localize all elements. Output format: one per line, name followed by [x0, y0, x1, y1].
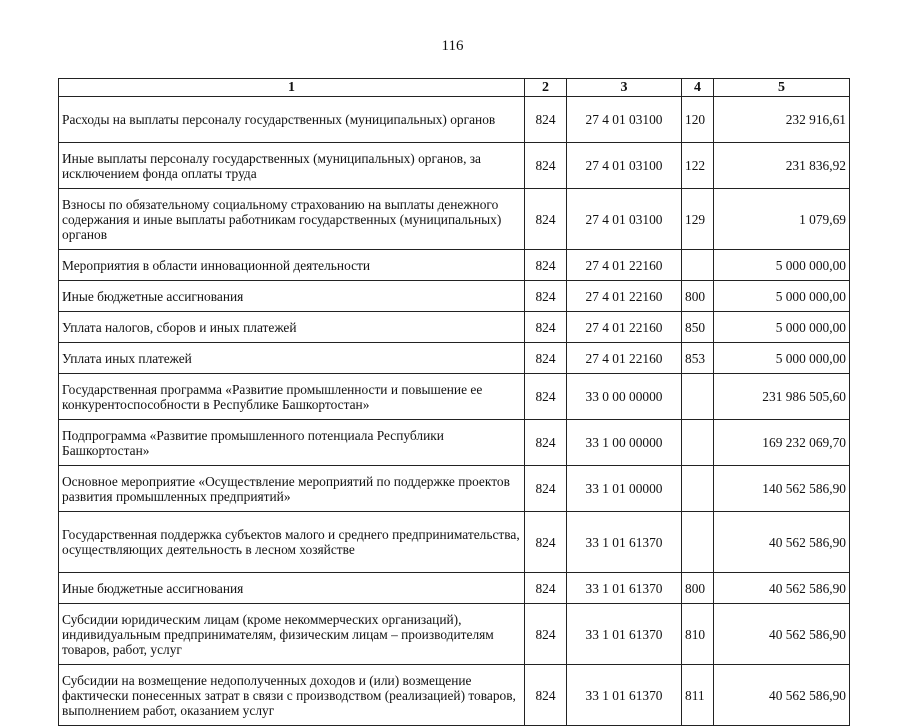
row-name-cell: Подпрограмма «Развитие промышленного потенциала Республики Башкортостан» — [59, 420, 525, 466]
row-vr-cell: 800 — [682, 573, 714, 604]
row-ved-cell: 824 — [525, 250, 567, 281]
table-row — [59, 189, 850, 250]
row-vr-cell — [682, 512, 714, 573]
row-sum-cell: 5 000 000,00 — [714, 250, 850, 281]
table-row — [59, 466, 850, 512]
page-number: 116 — [441, 38, 464, 54]
row-sum-cell: 5 000 000,00 — [714, 281, 850, 312]
table-row — [59, 512, 850, 573]
row-name-cell: Расходы на выплаты персоналу государственных (муниципальных) органов — [59, 97, 525, 143]
row-code-cell: 27 4 01 22160 — [567, 343, 682, 374]
row-sum-cell: 140 562 586,90 — [714, 466, 850, 512]
row-ved-cell: 824 — [525, 343, 567, 374]
row-code-cell: 33 1 01 61370 — [567, 512, 682, 573]
row-vr-cell: 850 — [682, 312, 714, 343]
row-ved-cell: 824 — [525, 604, 567, 665]
row-sum-cell: 1 079,69 — [714, 189, 850, 250]
row-name-cell: Иные бюджетные ассигнования — [59, 573, 525, 604]
row-sum-cell: 40 562 586,90 — [714, 665, 850, 726]
row-name-cell: Взносы по обязательному социальному страхованию на выплаты денежного содержания и иные выплаты работникам государственных (муниципальных) органов — [59, 189, 525, 250]
row-name-cell: Основное мероприятие «Осуществление мероприятий по поддержке проектов развития промышленных предприятий» — [59, 466, 525, 512]
row-code-cell: 33 1 00 00000 — [567, 420, 682, 466]
row-vr-cell — [682, 466, 714, 512]
row-code-cell: 27 4 01 03100 — [567, 97, 682, 143]
row-sum-cell: 40 562 586,90 — [714, 604, 850, 665]
row-code-cell: 27 4 01 22160 — [567, 281, 682, 312]
row-sum-cell: 40 562 586,90 — [714, 512, 850, 573]
row-code-cell: 27 4 01 03100 — [567, 143, 682, 189]
row-code-cell: 33 1 01 61370 — [567, 604, 682, 665]
row-sum-cell: 231 986 505,60 — [714, 374, 850, 420]
row-vr-cell: 129 — [682, 189, 714, 250]
header-col-4: 4 — [682, 79, 714, 97]
budget-table — [58, 78, 850, 726]
header-col-1: 1 — [59, 79, 525, 97]
row-vr-cell: 853 — [682, 343, 714, 374]
row-ved-cell: 824 — [525, 573, 567, 604]
row-ved-cell: 824 — [525, 312, 567, 343]
row-name-cell: Субсидии на возмещение недополученных доходов и (или) возмещение фактически понесенных затрат в связи с производством (реализацией) товаров, выполнением работ, оказанием услуг — [59, 665, 525, 726]
row-sum-cell: 169 232 069,70 — [714, 420, 850, 466]
row-ved-cell: 824 — [525, 374, 567, 420]
table-row — [59, 281, 850, 312]
row-sum-cell: 5 000 000,00 — [714, 312, 850, 343]
table-row — [59, 97, 850, 143]
row-name-cell: Иные выплаты персоналу государственных (муниципальных) органов, за исключением фонда оплаты труда — [59, 143, 525, 189]
row-name-cell: Мероприятия в области инновационной деятельности — [59, 250, 525, 281]
row-code-cell: 33 1 01 00000 — [567, 466, 682, 512]
row-ved-cell: 824 — [525, 420, 567, 466]
row-vr-cell — [682, 250, 714, 281]
row-ved-cell: 824 — [525, 97, 567, 143]
row-name-cell: Государственная программа «Развитие промышленности и повышение ее конкурентоспособности в Республике Башкортостан» — [59, 374, 525, 420]
table-row — [59, 665, 850, 726]
header-col-3: 3 — [567, 79, 682, 97]
row-code-cell: 33 1 01 61370 — [567, 573, 682, 604]
table-row — [59, 420, 850, 466]
row-code-cell: 27 4 01 22160 — [567, 250, 682, 281]
row-vr-cell: 122 — [682, 143, 714, 189]
row-sum-cell: 232 916,61 — [714, 97, 850, 143]
table-row — [59, 604, 850, 665]
row-vr-cell — [682, 420, 714, 466]
row-ved-cell: 824 — [525, 189, 567, 250]
row-name-cell: Иные бюджетные ассигнования — [59, 281, 525, 312]
row-sum-cell: 5 000 000,00 — [714, 343, 850, 374]
row-vr-cell — [682, 374, 714, 420]
row-sum-cell: 231 836,92 — [714, 143, 850, 189]
row-name-cell: Уплата налогов, сборов и иных платежей — [59, 312, 525, 343]
row-ved-cell: 824 — [525, 665, 567, 726]
table-row — [59, 343, 850, 374]
table-row — [59, 573, 850, 604]
table-row — [59, 374, 850, 420]
row-vr-cell: 810 — [682, 604, 714, 665]
table-row — [59, 250, 850, 281]
row-code-cell: 33 1 01 61370 — [567, 665, 682, 726]
row-ved-cell: 824 — [525, 466, 567, 512]
row-name-cell: Государственная поддержка субъектов малого и среднего предпринимательства, осуществляющих деятельность в лесном хозяйстве — [59, 512, 525, 573]
row-name-cell: Субсидии юридическим лицам (кроме некоммерческих организаций), индивидуальным предпринимателям, физическим лицам – производителям товаров, работ, услуг — [59, 604, 525, 665]
row-name-cell: Уплата иных платежей — [59, 343, 525, 374]
row-code-cell: 33 0 00 00000 — [567, 374, 682, 420]
table-body — [59, 97, 850, 726]
row-vr-cell: 800 — [682, 281, 714, 312]
table-header-row — [59, 79, 850, 97]
row-code-cell: 27 4 01 22160 — [567, 312, 682, 343]
row-ved-cell: 824 — [525, 281, 567, 312]
row-sum-cell: 40 562 586,90 — [714, 573, 850, 604]
row-vr-cell: 811 — [682, 665, 714, 726]
row-code-cell: 27 4 01 03100 — [567, 189, 682, 250]
row-ved-cell: 824 — [525, 143, 567, 189]
header-col-5: 5 — [714, 79, 850, 97]
row-vr-cell: 120 — [682, 97, 714, 143]
table-row — [59, 143, 850, 189]
table-row — [59, 312, 850, 343]
header-col-2: 2 — [525, 79, 567, 97]
row-ved-cell: 824 — [525, 512, 567, 573]
